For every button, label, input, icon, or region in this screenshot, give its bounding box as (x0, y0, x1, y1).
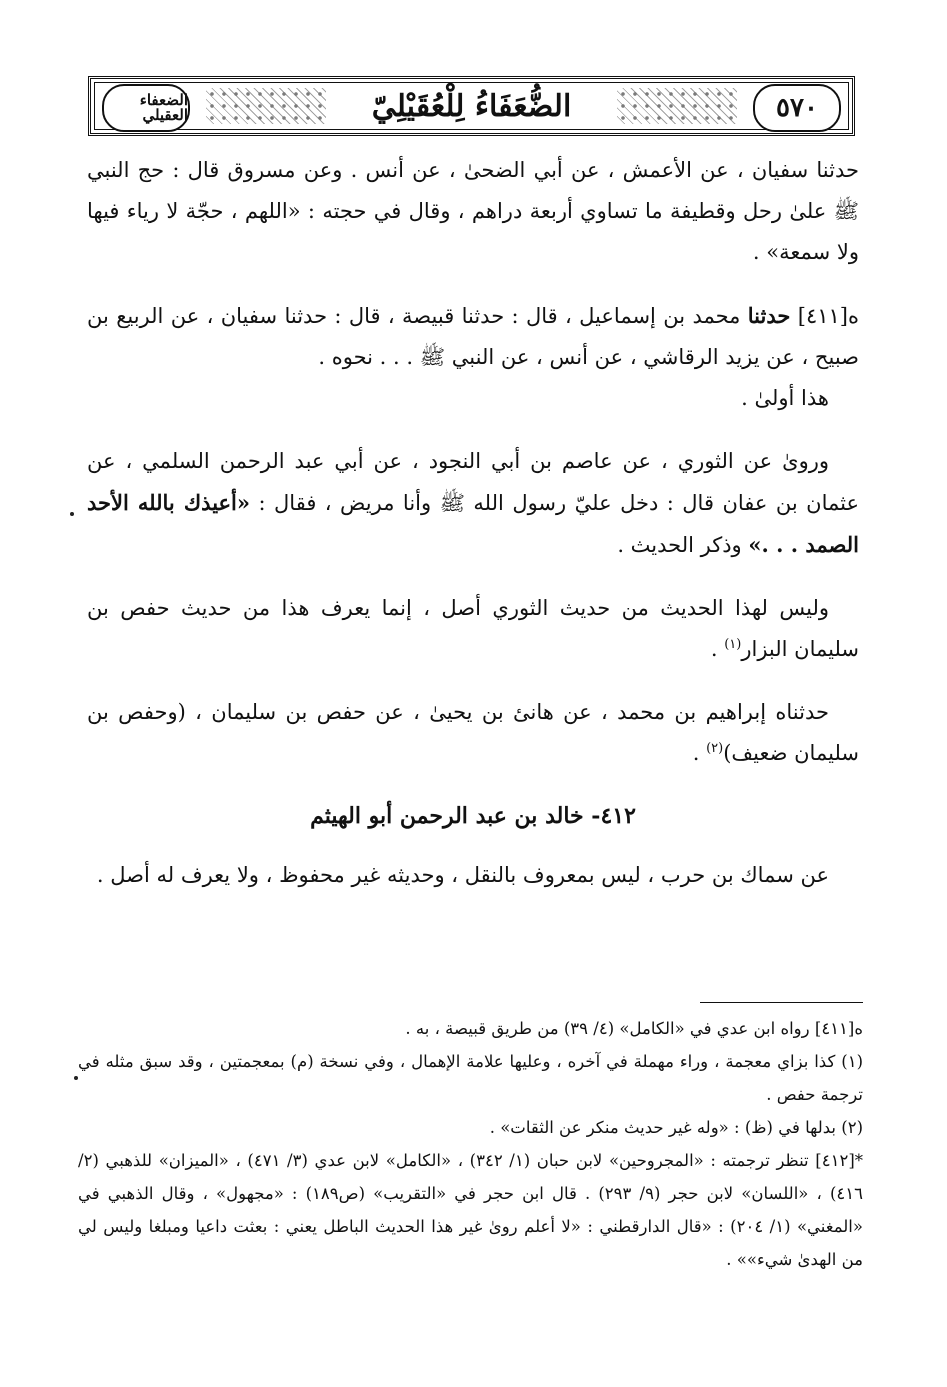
paragraph: حدثنا سفيان ، عن الأعمش ، عن أبي الضحىٰ ، عن أنس . وعن مسروق قال : حج النبي ﷺ علىٰ رحل وقطيفة ما تساوي أربعة دراهم ، وقال في حجته : «اللهم ، حجّة لا رياء فيها ولا سمعة» . (87, 158, 860, 264)
paragraph: وليس لهذا الحديث من حديث الثوري أصل ، إنما يعرف هذا من حديث حفص بن سليمان البزار$^{(١)}$ . (87, 596, 859, 661)
entry-number: ه[٤١١] (797, 304, 859, 328)
scan-speck (74, 1076, 78, 1080)
running-title: الضُّعَفَاءُ لِلْعُقَيْلِيّ (338, 84, 605, 128)
footnote: (٢) بدلها في (ظ) : «وله غير حديث منكر عن الثقات» . (489, 1118, 863, 1137)
footnote-ref: (١) (724, 637, 742, 652)
book-emblem: الضعفاء العقيلي (102, 84, 190, 132)
page-header (88, 76, 855, 136)
footnote-separator (700, 1002, 863, 1003)
footnote: *[٤١٢] تنظر ترجمته : «المجروحين» لابن حبان (١/ ٣٤٢) ، «الكامل» لابن عدي (٣/ ٤٧١) ، «الميزان» للذهبي (٢/ ٤١٦) ، «اللسان» لابن حجر (٩/ ٢٩٣) . قال ابن حجر في «التقريب» (ص١٨٩) : «مجهول» ، وقال الذهبي في «المغني» (١/ ٢٠٤) : «قال الدارقطني : «لا أعلم روىٰ غير هذا الحديث الباطل يعني : بعثت داعيا ومبلغا وليس لي من الهدىٰ شيء»» . (78, 1151, 863, 1269)
paragraph: حدثناه إبراهيم بن محمد ، عن هانئ بن يحيىٰ ، عن حفص بن سليمان ، (وحفص بن سليمان ضعيف)$^{(٢)}$ . (87, 700, 859, 765)
scan-speck (70, 512, 74, 516)
footnote-ref: (٢) (706, 741, 724, 756)
ornament-right (617, 88, 737, 124)
entry-heading: ٤١٢- خالد بن عبد الرحمن أبو الهيثم (310, 803, 636, 829)
chain-lead: حدثنا (747, 303, 791, 328)
footnote: (١) كذا بزاي معجمة ، وراء مهملة في آخره ، وعليها علامة الإهمال ، وفي نسخة (م) بمعجمتين ، وقد سبق مثله في ترجمة حفص . (78, 1052, 863, 1104)
footnote: ه[٤١١] رواه ابن عدي في «الكامل» (٤/ ٣٩) من طريق قبيصة ، به . (405, 1019, 863, 1038)
paragraph-411: ه[٤١١] حدثنا محمد بن إسماعيل ، قال : حدثنا قبيصة ، قال : حدثنا سفيان ، عن الربيع بن صبيح ، عن يزيد الرقاشي ، عن أنس ، عن النبي ﷺ . . . نحوه . هذا أولىٰ . (87, 303, 859, 410)
page-number: ٥٧٠ (753, 84, 841, 132)
footnotes (78, 1012, 863, 1276)
main-text (87, 150, 859, 918)
ornament-left (206, 88, 326, 124)
quoted-hadith: «أعيذك بالله الأحد الصمد . . .» (87, 490, 859, 557)
paragraph: عن سماك بن حرب ، ليس بمعروف بالنقل ، وحديثه غير محفوظ ، ولا يعرف له أصل . (96, 863, 829, 887)
paragraph: وروىٰ عن الثوري ، عن عاصم بن أبي النجود ، عن أبي عبد الرحمن السلمي ، عن عثمان بن عفان قال : دخل عليّ رسول الله ﷺ وأنا مريض ، فقال : «أعيذك بالله الأحد الصمد . . .» وذكر الحديث . (87, 449, 860, 557)
